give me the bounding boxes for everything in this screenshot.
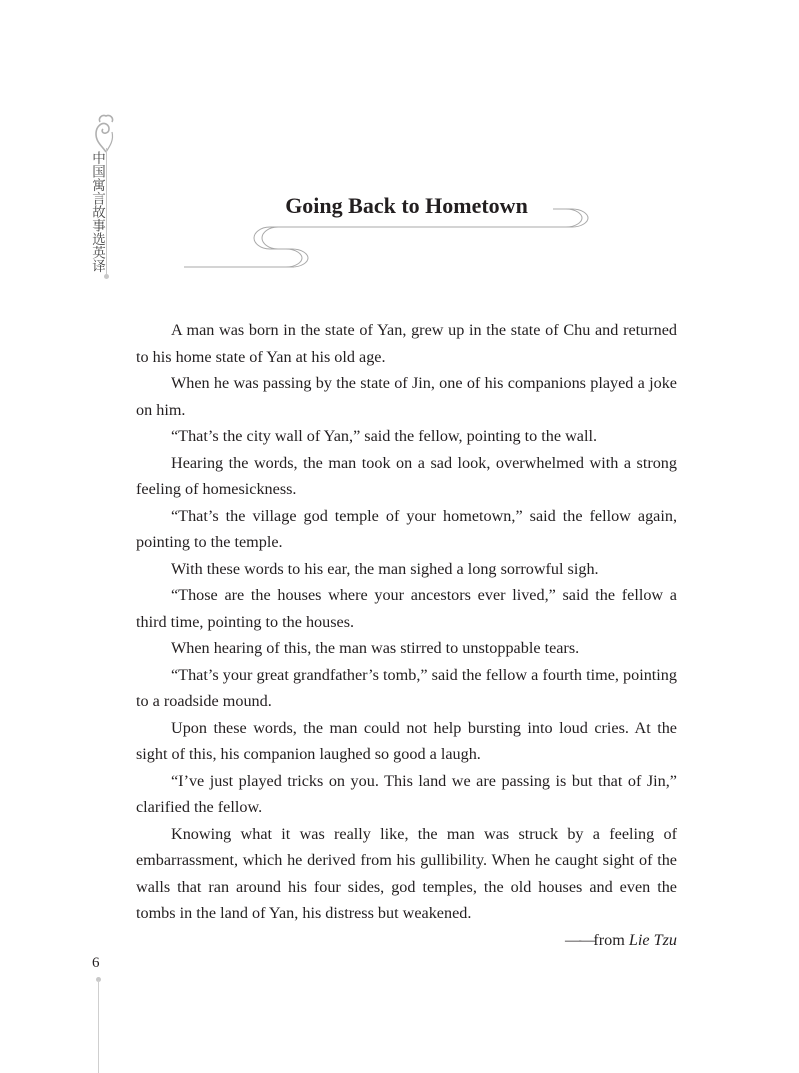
story-title: Going Back to Hometown: [285, 193, 528, 218]
story-body: [136, 317, 677, 953]
paragraph: “That’s the village god temple of your hometown,” said the fellow again, pointing to the temple.: [136, 506, 677, 551]
running-head-book-title: 中国寓言故事选英译: [89, 151, 105, 273]
paragraph: Hearing the words, the man took on a sad look, overwhelmed with a strong feeling of homesickness.: [136, 453, 677, 498]
paragraph: A man was born in the state of Yan, grew up in the state of Chu and returned to his home state of Yan at his old age.: [136, 321, 677, 366]
paragraph: “I’ve just played tricks on you. This land we are passing is but that of Jin,” clarified the fellow.: [136, 771, 677, 816]
page-number: 6: [92, 955, 100, 971]
title-scroll-ornament-icon: [180, 200, 600, 280]
paragraph: With these words to his ear, the man sighed a long sorrowful sigh.: [171, 559, 599, 578]
source-attribution: [136, 927, 677, 954]
source-work-title: Lie Tzu: [628, 930, 677, 949]
paragraph: Knowing what it was really like, the man was struck by a feeling of embarrassment, which he derived from his gullibility. When he caught sight of the walls that ran around his four sides, god temples, the old houses and even the tombs in the land of Yan, his distress but weakened.: [136, 824, 677, 922]
paragraph: When he was passing by the state of Jin, one of his companions played a joke on him.: [136, 374, 677, 419]
footer-rule: [98, 980, 99, 1073]
cloud-swirl-ornament-icon: [88, 112, 118, 154]
paragraph: “Those are the houses where your ancestors ever lived,” said the fellow a third time, pointing to the houses.: [136, 586, 677, 631]
paragraph: “That’s the city wall of Yan,” said the fellow, pointing to the wall.: [171, 427, 598, 445]
paragraph: Upon these words, the man could not help bursting into loud cries. At the sight of this, his companion laughed so good a laugh.: [136, 718, 677, 763]
source-dash: ——: [564, 930, 594, 949]
paragraph: “That’s your great grandfather’s tomb,” said the fellow a fourth time, pointing to a roadside mound.: [136, 665, 677, 710]
running-head-rule-dot: [104, 274, 109, 279]
source-prefix: from: [593, 930, 629, 949]
paragraph: When hearing of this, the man was stirred to unstoppable tears.: [171, 639, 580, 657]
